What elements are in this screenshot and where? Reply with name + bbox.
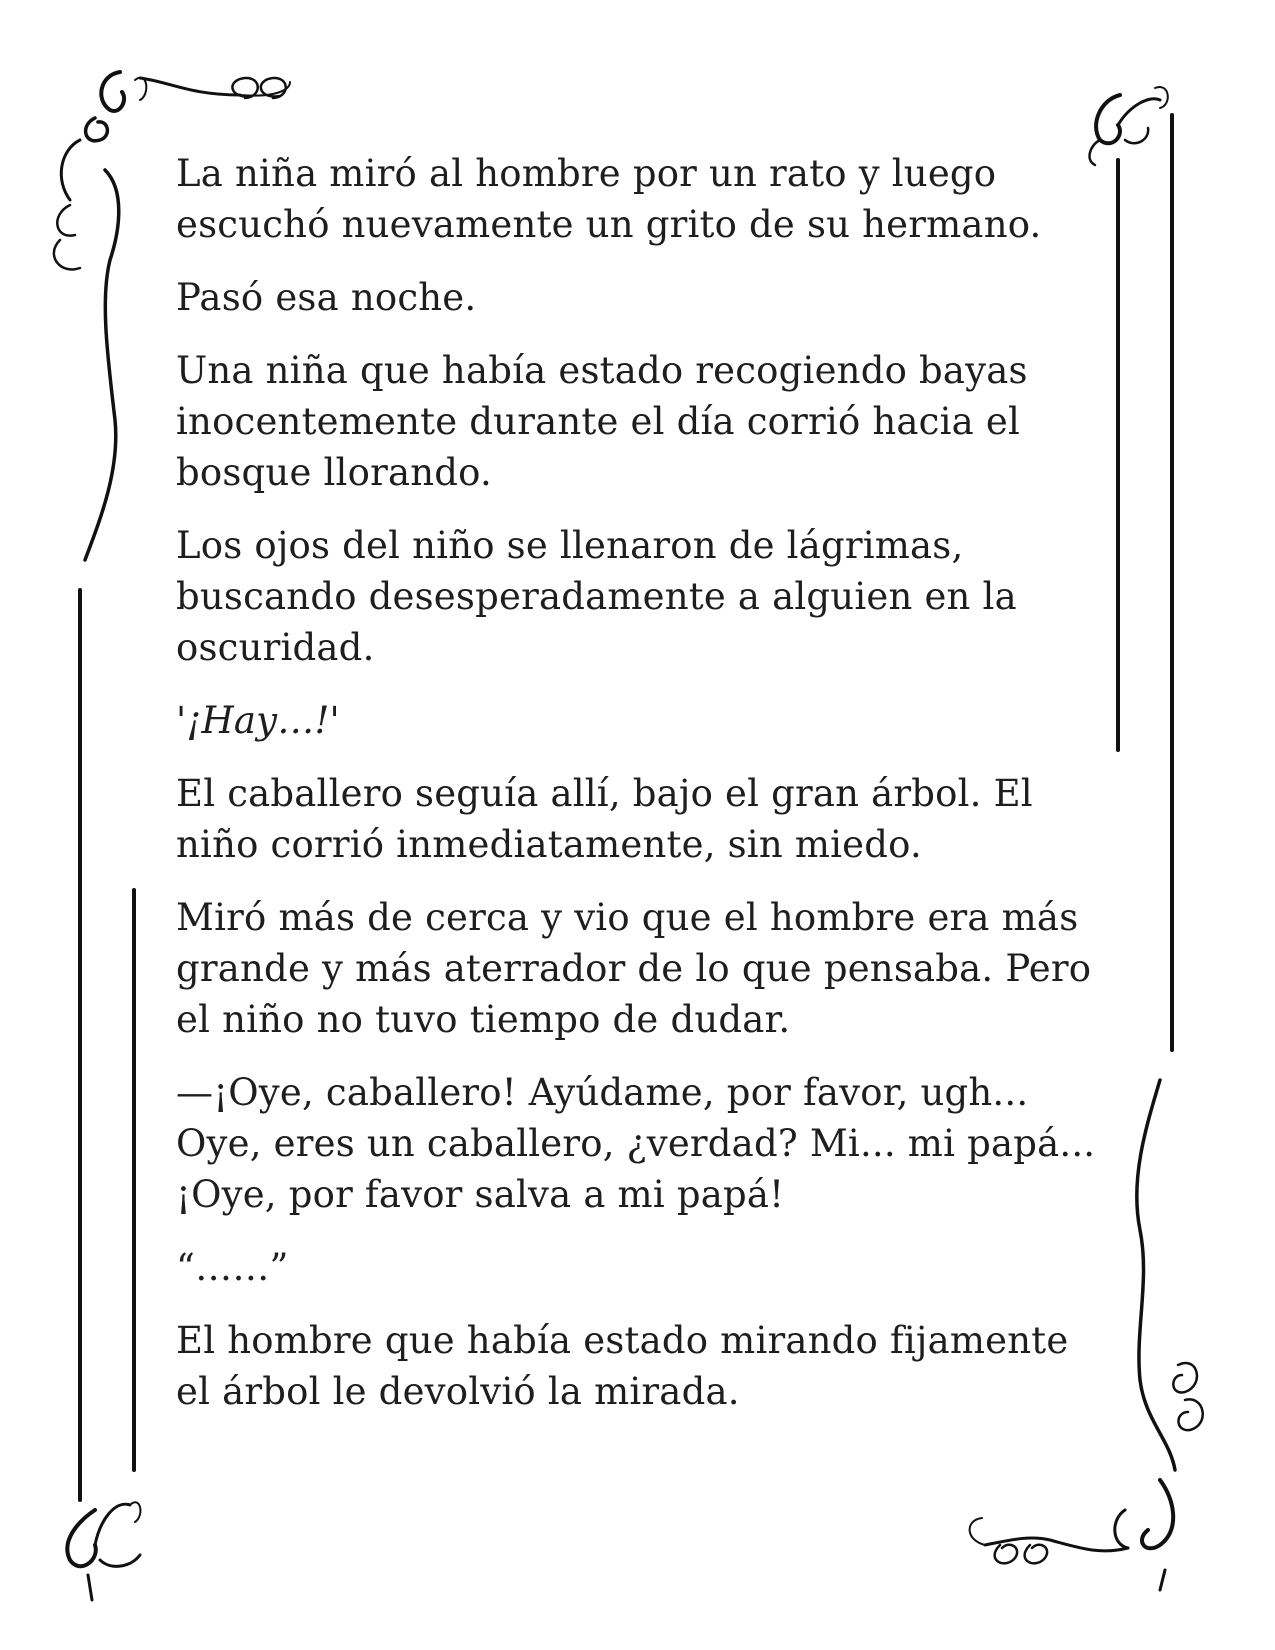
paragraph-line: Oye, eres un caballero, ¿verdad? Mi... mi papá... <box>176 1122 1096 1165</box>
story-text <box>176 148 1106 1439</box>
paragraph-line: Pasó esa noche. <box>176 276 477 319</box>
story-paragraph <box>176 1242 1106 1293</box>
paragraph-line: niño corrió inmediatamente, sin miedo. <box>176 823 922 866</box>
story-paragraph <box>176 768 1106 870</box>
paragraph-line: Una niña que había estado recogiendo bayas <box>176 349 1028 392</box>
paragraph-line: oscuridad. <box>176 626 375 669</box>
paragraph-line: El caballero seguía allí, bajo el gran árbol. El <box>176 772 1033 815</box>
paragraph-line: Miró más de cerca y vio que el hombre era más <box>176 896 1079 939</box>
story-paragraph <box>176 1067 1106 1220</box>
story-paragraph <box>176 1315 1106 1417</box>
story-paragraph <box>176 892 1106 1045</box>
paragraph-line: bosque llorando. <box>176 451 492 494</box>
paragraph-line: Los ojos del niño se llenaron de lágrimas, <box>176 524 964 567</box>
paragraph-line: grande y más aterrador de lo que pensaba. Pero <box>176 947 1092 990</box>
paragraph-line: '¡Hay…!' <box>176 699 340 742</box>
paragraph-line: —¡Oye, caballero! Ayúdame, por favor, ugh... <box>176 1071 1029 1114</box>
paragraph-line: inocentemente durante el día corrió hacia el <box>176 400 1020 443</box>
paragraph-line: el niño no tuvo tiempo de dudar. <box>176 998 791 1041</box>
paragraph-line: escuchó nuevamente un grito de su hermano. <box>176 203 1042 246</box>
story-paragraph <box>176 695 1106 746</box>
story-paragraph <box>176 148 1106 250</box>
paragraph-line: buscando desesperadamente a alguien en la <box>176 575 1017 618</box>
paragraph-line: La niña miró al hombre por un rato y luego <box>176 152 997 195</box>
story-paragraph <box>176 345 1106 498</box>
story-paragraph <box>176 520 1106 673</box>
story-paragraph <box>176 272 1106 323</box>
paragraph-line: el árbol le devolvió la mirada. <box>176 1370 740 1413</box>
paragraph-line: “……” <box>176 1246 289 1289</box>
paragraph-line: ¡Oye, por favor salva a mi papá! <box>176 1173 785 1216</box>
paragraph-line: El hombre que había estado mirando fijamente <box>176 1319 1069 1362</box>
bottom-left-flourish-icon <box>67 1502 140 1600</box>
